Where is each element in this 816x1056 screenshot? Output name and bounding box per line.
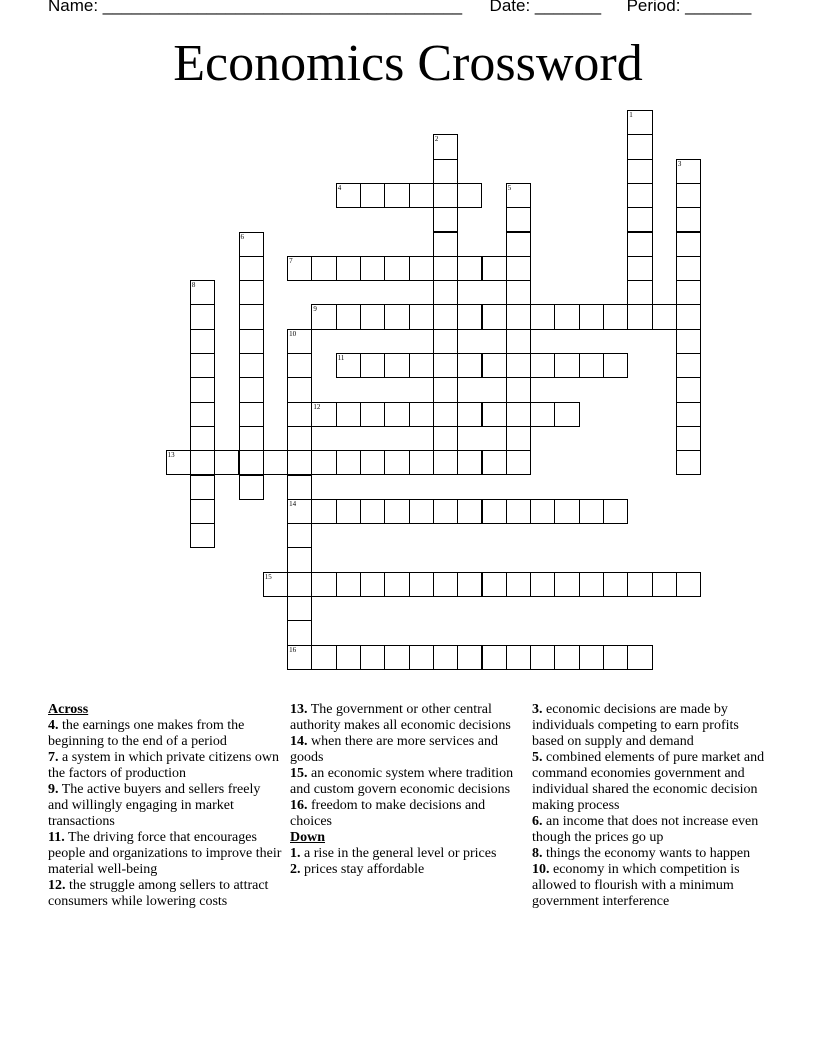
clue-number: 15. (290, 766, 308, 781)
clue-item (532, 750, 768, 814)
clue-number: 16. (290, 798, 308, 813)
crossword-cell[interactable] (336, 256, 361, 281)
crossword-cell[interactable] (506, 499, 531, 524)
crossword-cell[interactable] (627, 207, 652, 232)
clue-number-14: 14 (289, 499, 297, 508)
crossword-cell[interactable] (603, 304, 628, 329)
crossword-cell[interactable] (239, 329, 264, 354)
crossword-cell[interactable] (409, 450, 434, 475)
crossword-cell[interactable] (457, 402, 482, 427)
crossword-cell[interactable] (190, 475, 215, 500)
crossword-cell[interactable] (482, 499, 507, 524)
crossword-cell[interactable] (457, 256, 482, 281)
clue-number-8: 8 (191, 281, 196, 290)
crossword-cell[interactable] (676, 353, 701, 378)
crossword-cell[interactable] (336, 572, 361, 597)
crossword-cell[interactable] (336, 645, 361, 670)
clue-item (290, 734, 526, 766)
clue-number: 3. (532, 702, 543, 717)
clue-text: economy in which competition is allowed to flourish with a minimum government interference (532, 862, 740, 909)
clue-item (290, 766, 526, 798)
crossword-cell[interactable] (311, 499, 336, 524)
date-field[interactable]: Date: _______ (489, 0, 602, 15)
crossword-cell[interactable] (360, 450, 385, 475)
clues-column-3 (532, 702, 768, 910)
crossword-cell[interactable] (457, 183, 482, 208)
crossword-cell[interactable] (190, 523, 215, 548)
crossword-cell[interactable] (239, 280, 264, 305)
crossword-cell[interactable] (287, 353, 312, 378)
crossword-cell[interactable] (579, 499, 604, 524)
crossword-cell[interactable] (433, 450, 458, 475)
crossword-cell[interactable] (530, 645, 555, 670)
clue-item (48, 750, 284, 782)
crossword-cell[interactable] (676, 426, 701, 451)
clue-text: The government or other central authority makes all economic decisions (290, 702, 511, 733)
crossword-cell[interactable] (433, 159, 458, 184)
clue-item (532, 702, 768, 750)
crossword-cell[interactable] (287, 426, 312, 451)
crossword-cell[interactable] (239, 426, 264, 451)
clue-text: economic decisions are made by individuals competing to earn profits based on supply and demand (532, 702, 739, 749)
crossword-cell[interactable] (311, 450, 336, 475)
clue-text: the earnings one makes from the beginning to the end of a period (48, 718, 245, 749)
crossword-cell[interactable] (457, 304, 482, 329)
crossword-cell[interactable] (433, 572, 458, 597)
crossword-cell[interactable] (287, 402, 312, 427)
crossword-cell[interactable] (627, 304, 652, 329)
crossword-cell[interactable] (190, 499, 215, 524)
crossword-cell[interactable] (433, 329, 458, 354)
crossword-cell[interactable] (311, 645, 336, 670)
down-heading: Down (290, 830, 326, 845)
crossword-cell[interactable] (336, 450, 361, 475)
crossword-cell[interactable] (603, 645, 628, 670)
page-title: Economics Crossword (173, 35, 643, 92)
crossword-cell[interactable] (360, 256, 385, 281)
crossword-cell[interactable] (190, 450, 215, 475)
crossword-cell[interactable] (506, 402, 531, 427)
crossword-cell[interactable] (676, 377, 701, 402)
clue-number: 7. (48, 750, 59, 765)
crossword-cell[interactable] (457, 499, 482, 524)
crossword-cell[interactable] (627, 572, 652, 597)
crossword-cell[interactable] (190, 353, 215, 378)
crossword-cell[interactable] (530, 402, 555, 427)
clue-text: combined elements of pure market and command economies government and individual shared the economic decision making process (532, 750, 765, 813)
clue-number: 8. (532, 846, 543, 861)
clue-number: 9. (48, 782, 59, 797)
crossword-cell[interactable] (263, 450, 288, 475)
crossword-cell[interactable] (554, 353, 579, 378)
crossword-cell[interactable] (239, 256, 264, 281)
crossword-cell[interactable] (360, 499, 385, 524)
crossword-cell[interactable] (676, 402, 701, 427)
clue-number-13: 13 (167, 451, 175, 460)
crossword-cell[interactable] (579, 645, 604, 670)
crossword-cell[interactable] (336, 304, 361, 329)
clue-number-7: 7 (289, 256, 293, 265)
crossword-cell[interactable] (384, 183, 409, 208)
crossword-cell[interactable] (506, 232, 531, 257)
clue-number-15: 15 (264, 572, 272, 581)
crossword-cell[interactable] (506, 426, 531, 451)
crossword-cell[interactable] (554, 402, 579, 427)
crossword-cell[interactable] (384, 499, 409, 524)
crossword-cell[interactable] (239, 450, 264, 475)
crossword-cell[interactable] (506, 280, 531, 305)
crossword-cell[interactable] (554, 304, 579, 329)
crossword-cell[interactable] (506, 377, 531, 402)
crossword-cell[interactable] (311, 572, 336, 597)
clue-number: 6. (532, 814, 543, 829)
crossword-cell[interactable] (554, 645, 579, 670)
clue-number-12: 12 (313, 402, 321, 411)
clues-column-1 (48, 702, 284, 910)
crossword-cell[interactable] (506, 572, 531, 597)
crossword-cell[interactable] (676, 232, 701, 257)
crossword-cell[interactable] (506, 329, 531, 354)
crossword-cell[interactable] (676, 304, 701, 329)
clue-item (48, 878, 284, 910)
clue-text: an income that does not increase even though the prices go up (532, 814, 759, 845)
crossword-cell[interactable] (603, 353, 628, 378)
clue-text: prices stay affordable (300, 862, 425, 877)
crossword-cell[interactable] (409, 353, 434, 378)
crossword-cell[interactable] (433, 304, 458, 329)
crossword-cell[interactable] (433, 183, 458, 208)
crossword-cell[interactable] (433, 402, 458, 427)
crossword-cell[interactable] (287, 450, 312, 475)
crossword-cell[interactable] (360, 353, 385, 378)
crossword-cell[interactable] (433, 280, 458, 305)
crossword-cell[interactable] (433, 499, 458, 524)
across-heading: Across (48, 702, 89, 717)
crossword-cell[interactable] (409, 499, 434, 524)
crossword-cell[interactable] (239, 353, 264, 378)
crossword-cell[interactable] (287, 523, 312, 548)
crossword-cell[interactable] (384, 645, 409, 670)
clue-number: 2. (290, 862, 301, 877)
clue-text: an economic system where tradition and custom govern economic decisions (290, 766, 514, 797)
crossword-cell[interactable] (676, 280, 701, 305)
crossword-cell[interactable] (287, 547, 312, 572)
clue-item (532, 846, 768, 862)
crossword-cell[interactable] (190, 377, 215, 402)
crossword-cell[interactable] (506, 207, 531, 232)
clue-number: 11. (48, 830, 65, 845)
clue-text: The active buyers and sellers freely and willingly engaging in market transactions (48, 782, 261, 829)
crossword-cell[interactable] (336, 499, 361, 524)
crossword-cell[interactable] (409, 572, 434, 597)
crossword-cell[interactable] (384, 450, 409, 475)
crossword-cell[interactable] (433, 207, 458, 232)
crossword-cell[interactable] (530, 304, 555, 329)
clue-text: a system in which private citizens own the factors of production (48, 750, 279, 781)
crossword-cell[interactable] (287, 475, 312, 500)
crossword-cell[interactable] (482, 402, 507, 427)
crossword-cell[interactable] (190, 329, 215, 354)
period-field[interactable]: Period: _______ (626, 0, 752, 15)
crossword-cell[interactable] (482, 645, 507, 670)
crossword-cell[interactable] (627, 134, 652, 159)
crossword-cell[interactable] (482, 256, 507, 281)
crossword-cell[interactable] (384, 572, 409, 597)
crossword-cell[interactable] (239, 304, 264, 329)
crossword-cell[interactable] (360, 183, 385, 208)
clue-item (290, 702, 526, 734)
clue-number: 5. (532, 750, 543, 765)
clue-number-2: 2 (434, 135, 439, 144)
crossword-cell[interactable] (190, 402, 215, 427)
crossword-cell[interactable] (506, 450, 531, 475)
crossword-cell[interactable] (627, 280, 652, 305)
crossword-cell[interactable] (627, 645, 652, 670)
crossword-cell[interactable] (214, 450, 239, 475)
crossword-cell[interactable] (627, 159, 652, 184)
crossword-cell[interactable] (409, 304, 434, 329)
crossword-cell[interactable] (554, 572, 579, 597)
clue-item (48, 718, 284, 750)
crossword-cell[interactable] (627, 256, 652, 281)
crossword-cell[interactable] (627, 232, 652, 257)
name-field[interactable]: Name: ______________________________________ (48, 0, 463, 15)
crossword-cell[interactable] (360, 402, 385, 427)
crossword-cell[interactable] (457, 450, 482, 475)
crossword-cell[interactable] (530, 572, 555, 597)
crossword-cell[interactable] (384, 353, 409, 378)
crossword-cell[interactable] (360, 645, 385, 670)
crossword-cell[interactable] (482, 353, 507, 378)
crossword-cell[interactable] (409, 402, 434, 427)
crossword-cell[interactable] (652, 572, 677, 597)
crossword-cell[interactable] (457, 353, 482, 378)
crossword-cell[interactable] (457, 572, 482, 597)
crossword-cell[interactable] (384, 256, 409, 281)
crossword-cell[interactable] (676, 207, 701, 232)
clue-number-5: 5 (507, 183, 512, 192)
crossword-cell[interactable] (676, 450, 701, 475)
crossword-cell[interactable] (482, 572, 507, 597)
crossword-cell[interactable] (336, 402, 361, 427)
crossword-cell[interactable] (409, 645, 434, 670)
clues-column-2 (290, 702, 526, 878)
crossword-cell[interactable] (506, 256, 531, 281)
crossword-cell[interactable] (433, 232, 458, 257)
crossword-cell[interactable] (384, 304, 409, 329)
crossword-cell[interactable] (482, 304, 507, 329)
crossword-cell[interactable] (530, 353, 555, 378)
crossword-cell[interactable] (482, 450, 507, 475)
clue-number: 12. (48, 878, 66, 893)
crossword-cell[interactable] (433, 426, 458, 451)
crossword-cell[interactable] (384, 402, 409, 427)
crossword-cell[interactable] (506, 645, 531, 670)
crossword-cell[interactable] (409, 183, 434, 208)
crossword-cell[interactable] (360, 304, 385, 329)
clue-text: things the economy wants to happen (542, 846, 751, 861)
crossword-cell[interactable] (433, 256, 458, 281)
crossword-cell[interactable] (239, 475, 264, 500)
clue-number-10: 10 (289, 329, 297, 338)
clue-number-6: 6 (240, 232, 244, 241)
crossword-cell[interactable] (190, 304, 215, 329)
clue-number-11: 11 (337, 354, 345, 362)
crossword-cell[interactable] (239, 402, 264, 427)
clue-number-16: 16 (289, 645, 297, 654)
crossword-cell[interactable] (627, 183, 652, 208)
crossword-cell[interactable] (676, 183, 701, 208)
crossword-cell[interactable] (239, 377, 264, 402)
clue-item (290, 862, 526, 878)
crossword-cell[interactable] (579, 304, 604, 329)
crossword-cell[interactable] (676, 572, 701, 597)
crossword-cell[interactable] (433, 377, 458, 402)
crossword-cell[interactable] (287, 377, 312, 402)
crossword-cell[interactable] (457, 645, 482, 670)
clue-number-4: 4 (337, 183, 342, 192)
crossword-cell[interactable] (360, 572, 385, 597)
clue-number: 14. (290, 734, 308, 749)
clue-text: The driving force that encourages people and organizations to improve their material well-being (48, 830, 282, 877)
clue-number: 1. (290, 846, 301, 861)
clue-text: the struggle among sellers to attract consumers while lowering costs (48, 878, 269, 909)
crossword-cell[interactable] (287, 620, 312, 645)
clue-number: 4. (48, 718, 59, 733)
clue-text: when there are more services and goods (290, 734, 498, 765)
crossword-cell[interactable] (676, 256, 701, 281)
crossword-cell[interactable] (506, 353, 531, 378)
crossword-cell[interactable] (579, 353, 604, 378)
crossword-cell[interactable] (190, 426, 215, 451)
crossword-cell[interactable] (311, 256, 336, 281)
crossword-cell[interactable] (652, 304, 677, 329)
clue-number: 13. (290, 702, 308, 717)
clue-number-3: 3 (677, 159, 682, 168)
clue-item (532, 862, 768, 910)
crossword-cell[interactable] (433, 353, 458, 378)
clue-number-9: 9 (313, 305, 317, 314)
clue-item (290, 846, 526, 862)
crossword-cell[interactable] (409, 256, 434, 281)
crossword-cell[interactable] (676, 329, 701, 354)
clue-number: 10. (532, 862, 550, 877)
crossword-cell[interactable] (603, 572, 628, 597)
clue-item (48, 782, 284, 830)
clue-number-1: 1 (629, 111, 633, 119)
crossword-cell[interactable] (530, 499, 555, 524)
clue-item (290, 798, 526, 830)
clue-text: a rise in the general level or prices (300, 846, 497, 861)
crossword-cell[interactable] (554, 499, 579, 524)
clue-item (532, 814, 768, 846)
crossword-cell[interactable] (287, 596, 312, 621)
clue-item (48, 830, 284, 878)
clue-text: freedom to make decisions and choices (290, 798, 486, 829)
crossword-cell[interactable] (506, 304, 531, 329)
crossword-cell[interactable] (433, 645, 458, 670)
crossword-cell[interactable] (579, 572, 604, 597)
crossword-cell[interactable] (603, 499, 628, 524)
crossword-cell[interactable] (287, 572, 312, 597)
